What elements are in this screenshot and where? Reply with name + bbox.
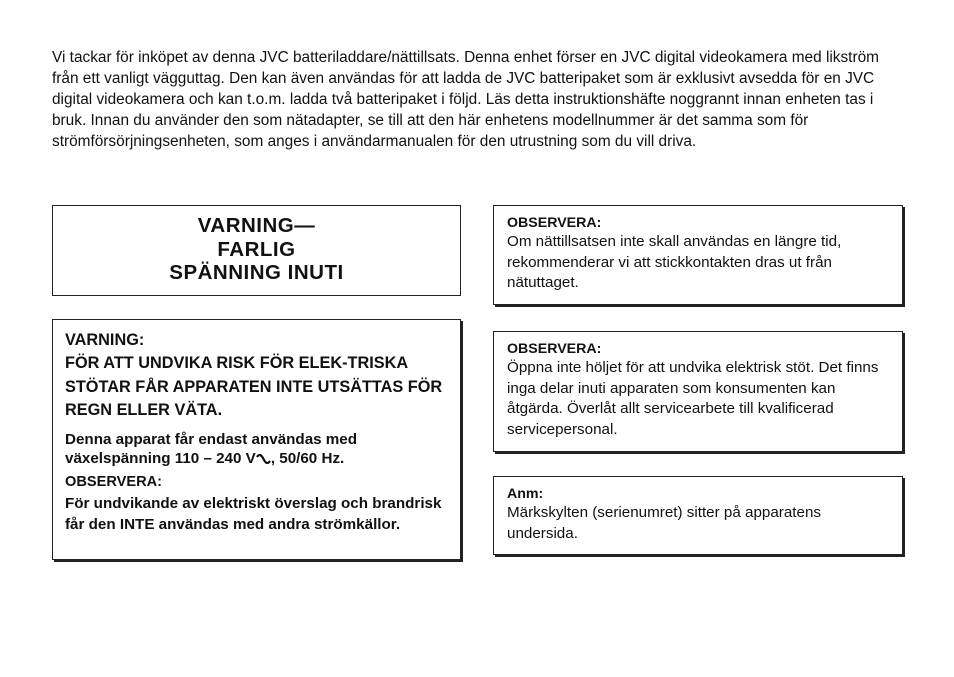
- danger-title-line-2: FARLIG: [217, 237, 296, 261]
- caution-label: OBSERVERA:: [65, 474, 163, 491]
- voltage-frequency: , 50/60 Hz.: [270, 450, 345, 468]
- danger-title-line-3: SPÄNNING INUTI: [169, 261, 344, 284]
- note-text: Märkskylten (serienumret) sitter på apparatens undersida.: [507, 504, 821, 542]
- note-box-rating-plate: [493, 476, 903, 555]
- note-label: Anm:: [507, 486, 544, 502]
- note-box-disconnect: [493, 205, 903, 305]
- intro-paragraph: Vi tackar för inköpet av denna JVC batteriladdare/nättillsats. Denna enhet förser en JVC digital videokamera med likström från ett vanligt vägguttag. Den kan även användas för att ladda de JVC batteripaket som är exklusivt avsedda för en JVC digital videokamera och kan t.o.m. ladda två batteripaket i följd. Läs detta instruktionshäfte noggrannt innan enheten tas i bruk. Innan du använder den som nätadapter, se till att den här enhetens modellnummer är det samma som för strömförsörjningsenheten, som anges i användarmanualen för den utrustning som du vill driva.: [52, 49, 879, 150]
- note-label: OBSERVERA:: [507, 341, 602, 357]
- danger-title-line-1: VARNING—: [197, 214, 316, 237]
- warning-heading: VARNING:: [65, 331, 145, 349]
- voltage-statement: [65, 430, 448, 470]
- ac-wave-icon: [256, 454, 271, 464]
- note-text: Öppna inte höljet för att undvika elektrisk stöt. Det finns inga delar inuti apparaten som konsumenten kan åtgärda. Överlåt allt servicearbete till kvalificerad servicepersonal.: [507, 359, 879, 438]
- voltage-text: Denna apparat får endast användas med växelspänning 110 – 240 V: [65, 430, 358, 468]
- note-label: OBSERVERA:: [507, 215, 602, 231]
- note-box-service: [493, 331, 903, 452]
- warning-main-text: FÖR ATT UNDVIKA RISK FÖR ELEK-TRISKA STÖTAR FÅR APPARATEN INTE UTSÄTTAS FÖR REGN ELLER VÄTA.: [65, 354, 443, 420]
- warning-box: [52, 319, 461, 560]
- note-text: Om nättillsatsen inte skall användas en längre tid, rekommenderar vi att stickkontakten dras ut från nätuttaget.: [507, 233, 842, 291]
- danger-voltage-box: [52, 205, 461, 296]
- caution-text: För undvikande av elektriskt överslag och brandrisk får den INTE användas med andra strömkällor.: [65, 495, 442, 534]
